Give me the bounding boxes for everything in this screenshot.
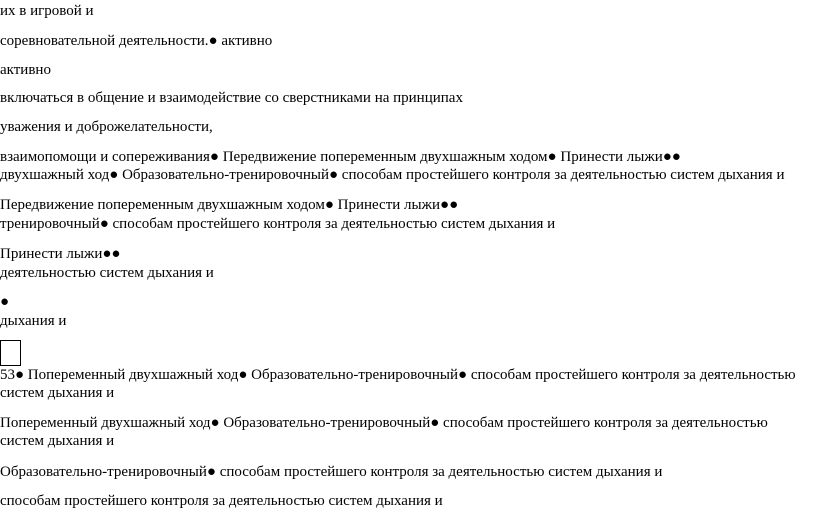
text-line-16: Образовательно-тренировочный● способам простейшего контроля за деятельностью систем дыхания и — [0, 464, 663, 480]
text-line-1: их в игровой и — [0, 3, 94, 19]
text-line-2: соревновательной деятельности.● активно — [0, 33, 273, 49]
text-line-12: ● — [0, 294, 10, 310]
text-line-10: Принести лыжи●● — [0, 246, 121, 262]
text-line-13: дыхания и — [0, 313, 67, 329]
text-line-7: двухшажный ход● Образовательно-тренировочный● способам простейшего контроля за деятельностью систем дыхания и — [0, 167, 785, 183]
text-line-5: уважения и доброжелательности, — [0, 119, 213, 135]
text-line-9: тренировочный● способам простейшего контроля за деятельностью систем дыхания и — [0, 216, 556, 232]
text-line-15: Попеременный двухшажный ход● Образовательно-тренировочный● способам простейшего контроля за деятельностью систем дыхания и — [0, 415, 768, 449]
text-line-4: включаться в общение и взаимодействие со сверстниками на принципах — [0, 90, 463, 106]
text-line-11: деятельностью систем дыхания и — [0, 265, 214, 281]
text-line-14: 53● Попеременный двухшажный ход● Образовательно-тренировочный● способам простейшего контроля за деятельностью систем дыхания и — [0, 367, 796, 401]
text-line-6: взаимопомощи и сопереживания● Передвижение попеременным двухшажным ходом● Принести лыжи●● — [0, 149, 681, 165]
text-line-17: способам простейшего контроля за деятельностью систем дыхания и — [0, 493, 443, 509]
text-line-8: Передвижение попеременным двухшажным ходом● Принести лыжи●● — [0, 197, 459, 213]
empty-box — [0, 340, 21, 366]
text-line-3: активно — [0, 62, 51, 78]
